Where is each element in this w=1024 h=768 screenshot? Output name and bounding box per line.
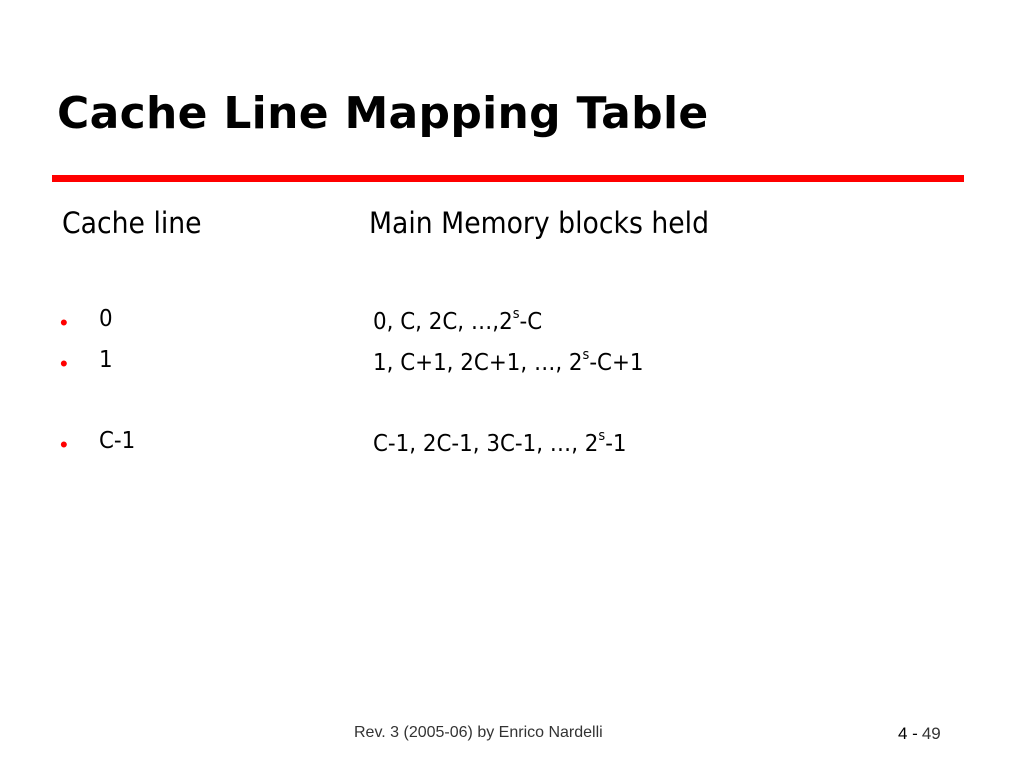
title-underline — [52, 175, 964, 182]
column-header-cache-line: Cache line — [62, 206, 202, 240]
cache-line-value: 0 — [99, 306, 113, 332]
exponent: s — [582, 347, 590, 363]
memory-blocks-value — [373, 306, 542, 335]
bullet-icon: • — [60, 310, 68, 335]
memory-blocks-suffix: -C — [519, 309, 543, 335]
memory-blocks-text: 1, C+1, 2C+1, …, 2 — [373, 350, 583, 376]
footer-credit: Rev. 3 (2005-06) by Enrico Nardelli — [354, 724, 603, 741]
footer-section: 4 - — [898, 724, 918, 743]
memory-blocks-text: 0, C, 2C, …,2 — [373, 309, 513, 335]
bullet-icon: • — [60, 432, 68, 457]
cache-line-value: 1 — [99, 347, 113, 373]
table-row — [0, 428, 1024, 462]
table-row — [0, 306, 1024, 340]
memory-blocks-suffix: -1 — [605, 431, 627, 457]
exponent: s — [512, 306, 520, 322]
bullet-icon: • — [60, 351, 68, 376]
footer-page — [898, 724, 945, 744]
column-header-memory-blocks: Main Memory blocks held — [369, 206, 710, 240]
memory-blocks-value — [373, 347, 644, 376]
table-row — [0, 347, 1024, 381]
memory-blocks-value — [373, 428, 627, 457]
memory-blocks-text: C-1, 2C-1, 3C-1, …, 2 — [373, 431, 599, 457]
footer-page-number: 49 — [921, 724, 941, 743]
cache-line-value: C-1 — [99, 428, 136, 454]
exponent: s — [598, 428, 606, 444]
memory-blocks-suffix: -C+1 — [589, 350, 644, 376]
slide-title: Cache Line Mapping Table — [57, 88, 709, 139]
